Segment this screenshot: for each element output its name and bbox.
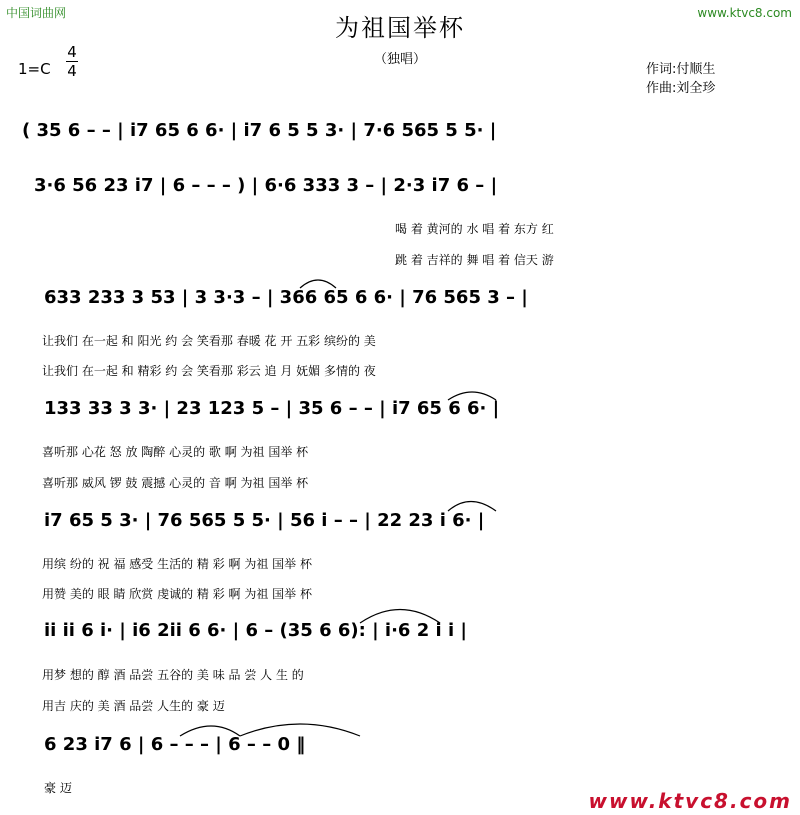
- site-url-footer: www.ktvc8.com: [588, 789, 792, 813]
- composer-credit: 作曲:刘全珍: [646, 81, 716, 96]
- lyrics-row-2-verse-1: 喝 着 黄河的 水 唱 着 东方 红: [395, 222, 554, 236]
- lyrics-row-3-verse-2: 让我们 在一起 和 精彩 约 会 笑看那 彩云 追 月 妩媚 多情的 夜: [42, 364, 376, 378]
- key-signature: 1=C: [18, 60, 51, 78]
- notes-row-1: ( 35 6 – – | i7 65 6 6· | i7 6 5 5 3· | 7·6 565 5 5· |: [22, 120, 497, 141]
- notes-row-5: i7 65 5 3· | 76 565 5 5· | 56 i – – | 22 23 i 6· |: [44, 510, 485, 531]
- lyrics-row-4-verse-2: 喜听那 威风 锣 鼓 震撼 心灵的 音 啊 为祖 国举 杯: [42, 476, 309, 490]
- site-name: 中国词曲网: [6, 6, 67, 20]
- lyrics-row-5-verse-2: 用赞 美的 眼 睛 欣赏 虔诚的 精 彩 啊 为祖 国举 杯: [42, 587, 312, 601]
- lyrics-row-6-verse-2: 用吉 庆的 美 酒 品尝 人生的 豪 迈: [42, 699, 225, 713]
- lyrics-row-4-verse-1: 喜听那 心花 怒 放 陶醉 心灵的 歌 啊 为祖 国举 杯: [42, 445, 309, 459]
- notes-row-3: 633 233 3 53 | 3 3·3 – | 366 65 6 6· | 76 565 3 – |: [44, 287, 528, 308]
- time-signature-bottom: 4: [67, 62, 77, 80]
- notes-row-2: 3·6 56 23 i7 | 6 – – – ) | 6·6 333 3 – | 2·3 i7 6 – |: [34, 175, 498, 196]
- time-signature: [66, 44, 78, 79]
- lyrics-row-6-verse-1: 用梦 想的 醇 酒 品尝 五谷的 美 味 品 尝 人 生 的: [42, 668, 304, 682]
- song-subtitle: （独唱）: [373, 52, 426, 67]
- lyricist-credit: 作词:付顺生: [646, 62, 716, 77]
- lyrics-row-3-verse-1: 让我们 在一起 和 阳光 约 会 笑看那 春暖 花 开 五彩 缤纷的 美: [42, 334, 376, 348]
- notes-row-4: 133 33 3 3· | 23 123 5 – | 35 6 – – | i7 65 6 6· |: [44, 398, 500, 419]
- lyrics-row-5-verse-1: 用缤 纷的 祝 福 感受 生活的 精 彩 啊 为祖 国举 杯: [42, 557, 312, 571]
- notes-row-6: ii ii 6 i· | i6 2ii 6 6· | 6 – (35 6 6): | i·6 2 i i |: [44, 620, 467, 641]
- song-title: 为祖国举杯: [335, 14, 465, 42]
- lyrics-row-7-verse-1: 豪 迈: [44, 781, 72, 795]
- site-url-top: www.ktvc8.com: [697, 6, 792, 20]
- notes-row-7: 6 23 i7 6 | 6 – – – | 6 – – 0 ‖: [44, 734, 306, 755]
- time-signature-top: 4: [67, 43, 77, 61]
- lyrics-row-2-verse-2: 跳 着 吉祥的 舞 唱 着 信天 游: [395, 253, 554, 267]
